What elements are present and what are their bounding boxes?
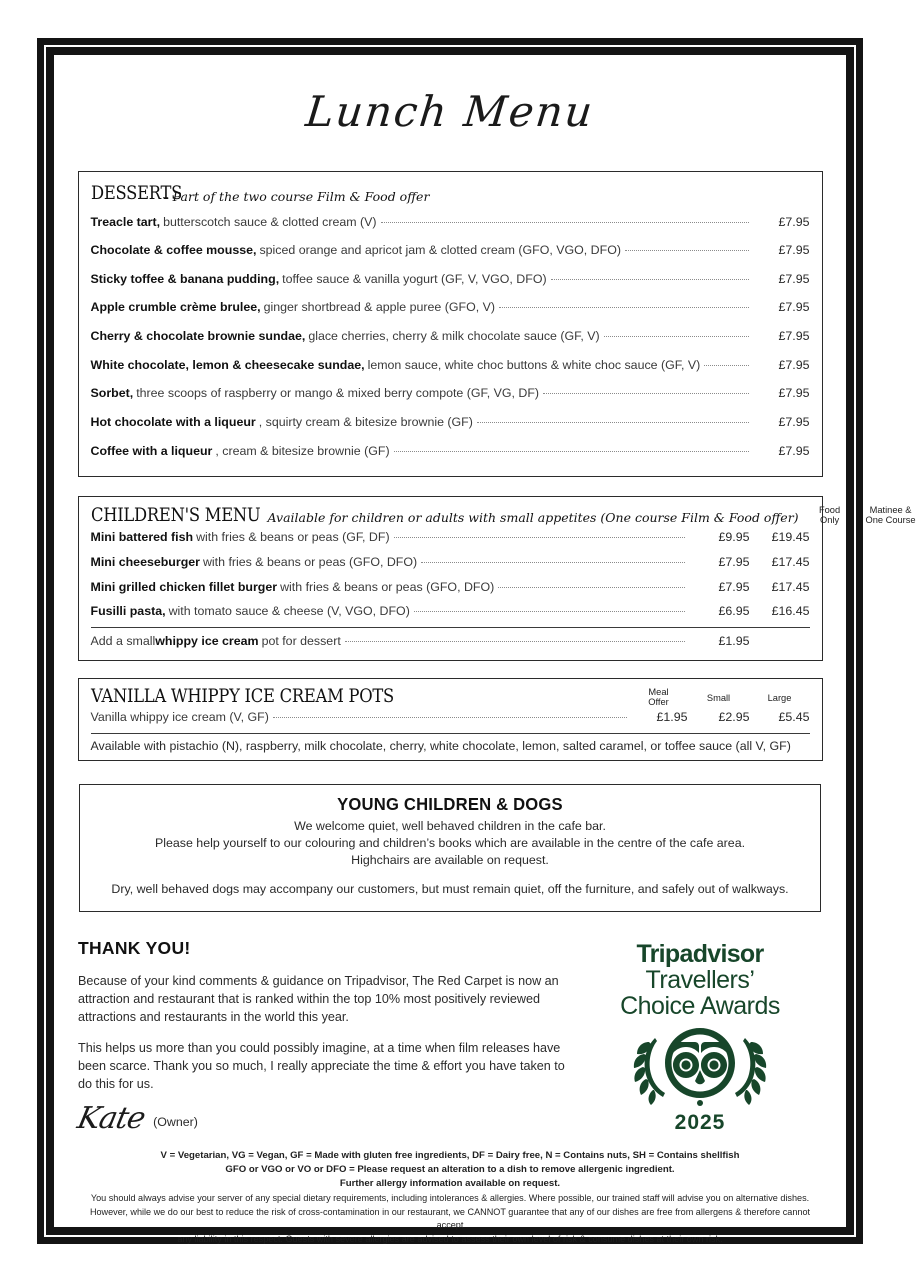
- menu-item-row: [91, 208, 810, 237]
- menu-item-row: [91, 265, 810, 294]
- menu-item-description: , squirty cream & bitesize brownie (GF): [258, 414, 473, 429]
- column-header-food-only-line1: Food: [818, 504, 841, 515]
- icecream-column-headers: [630, 687, 810, 708]
- page-title: Lunch Menu: [303, 87, 597, 136]
- thank-you-paragraph-1: Because of your kind comments & guidance on Tripadvisor, The Red Carpet is now an attraction and restaurant that is ranked within the top 10% most positively reviewed attractions and restaurants in the world this year.: [78, 973, 559, 1024]
- menu-item-price: £7.95: [778, 357, 810, 372]
- dot-leader: [273, 717, 627, 718]
- menu-item-price: £7.95: [778, 386, 810, 401]
- menu-item-price: £7.95: [778, 271, 810, 286]
- menu-item-row: [91, 380, 810, 409]
- menu-item-name: Apple crumble crème brulee,: [90, 300, 261, 315]
- column-header-food-only-line2: Only: [819, 515, 840, 526]
- menu-item-description: butterscotch sauce & clotted cream (V): [163, 214, 377, 229]
- menu-item-description: , cream & bitesize brownie (GF): [215, 443, 390, 458]
- menu-item-price-matinee: £19.45: [771, 530, 810, 545]
- owner-signature: Kate: [74, 1101, 148, 1137]
- menu-item-description: with fries & beans or peas (GFO, DFO): [202, 554, 418, 569]
- icecream-price-small: £2.95: [718, 710, 750, 725]
- menu-item-price: £7.95: [778, 300, 810, 315]
- menu-item-name: Mini cheeseburger: [90, 554, 200, 569]
- menu-frame: [37, 38, 916, 1245]
- signature-row: [74, 1101, 578, 1137]
- menu-item-row: [91, 575, 810, 600]
- addon-text-post: pot for dessert: [261, 634, 341, 649]
- footer-note-line-1: You should always advise your server of any special dietary requirements, including intolerances & allergies. Where possible, our trained staff will advise you on alternative dishes.: [90, 1192, 810, 1203]
- tripadvisor-wordmark: [620, 939, 780, 1021]
- young-children-dogs-section: [79, 784, 821, 911]
- menu-item-name: Sorbet,: [90, 386, 134, 401]
- menu-item-description: toffee sauce & vanilla yogurt (GF, V, VGO, DFO): [282, 271, 547, 286]
- menu-item-name: Treacle tart,: [90, 214, 161, 229]
- menu-item-description: glace cherries, cherry & milk chocolate sauce (GF, V): [308, 329, 600, 344]
- young-children-line-3: Highchairs are available on request.: [351, 853, 549, 868]
- menu-item-description: three scoops of raspberry or mango & mixed berry compote (GF, VG, DF): [136, 386, 540, 401]
- owner-role-label: (Owner): [153, 1114, 198, 1129]
- menu-item-row: [91, 437, 810, 466]
- menu-item-price-matinee: £17.45: [771, 579, 810, 594]
- allergy-footer: [54, 1149, 846, 1247]
- young-children-heading: YOUNG CHILDREN & DOGS: [337, 794, 563, 815]
- childrens-heading-row: [90, 503, 916, 526]
- column-header-meal-offer-line1: Meal: [648, 686, 669, 697]
- menu-item-row: [91, 294, 810, 323]
- menu-item-name: Coffee with a liqueur: [90, 443, 213, 458]
- menu-item-description: with fries & beans or peas (GFO, DFO): [280, 579, 495, 594]
- dot-leader: [704, 365, 748, 366]
- childrens-list: [91, 526, 810, 655]
- tripadvisor-award-year: 2025: [674, 1110, 726, 1134]
- desserts-heading-row: [91, 182, 810, 204]
- column-header-matinee-line2: One Course: [865, 515, 916, 526]
- tripadvisor-line-2: Travellers’: [645, 966, 755, 995]
- menu-item-description: with tomato sauce & cheese (V, VGO, DFO): [168, 604, 410, 619]
- addon-text-pre: Add a small: [90, 634, 156, 649]
- column-header-large: Large: [767, 692, 792, 703]
- menu-item-description: lemon sauce, white choc buttons & white choc sauce (GF, V): [367, 357, 701, 372]
- young-children-line-1: We welcome quiet, well behaved children in the cafe bar.: [294, 819, 606, 834]
- menu-item-name: Chocolate & coffee mousse,: [90, 243, 257, 258]
- icecream-row: [91, 707, 810, 729]
- menu-item-price: £7.95: [778, 329, 810, 344]
- footer-note-line-2: However, while we do our best to reduce the risk of cross-contamination in our restaurant, we CANNOT guarantee that any of our dishes are free from allergens & therefore cannot accept: [89, 1206, 811, 1231]
- thank-you-heading: THANK YOU!: [78, 937, 191, 958]
- footer-further-info-line: Further allergy information available on request.: [339, 1178, 561, 1190]
- menu-item-price-matinee: £16.45: [771, 604, 810, 619]
- addon-text-bold: whippy ice cream: [155, 634, 259, 649]
- desserts-section: [78, 171, 823, 477]
- menu-item-row: [91, 323, 810, 352]
- menu-item-price-matinee: £17.45: [771, 554, 810, 569]
- dogs-policy-line: Dry, well behaved dogs may accompany our customers, but must remain quiet, off the furniture, and safely out of walkways.: [111, 882, 789, 897]
- column-header-matinee-line1: Matinee &: [869, 504, 912, 515]
- menu-item-name: Sticky toffee & banana pudding,: [90, 271, 280, 286]
- menu-item-row: [91, 550, 810, 575]
- menu-item-price-food-only: £7.95: [718, 554, 750, 569]
- dot-leader: [499, 307, 748, 308]
- childrens-subtitle: Available for children or adults with small appetites (One course Film & Food offer): [267, 509, 799, 525]
- dot-leader: [625, 250, 749, 251]
- dot-leader: [394, 451, 749, 452]
- dot-leader: [394, 537, 685, 538]
- childrens-menu-section: [78, 496, 916, 662]
- column-header-small: Small: [706, 692, 731, 703]
- addon-price: £1.95: [718, 634, 750, 649]
- dot-leader: [421, 562, 684, 563]
- frame-white-inlay: [44, 45, 916, 1245]
- menu-item-name: Fusilli pasta,: [90, 604, 166, 619]
- menu-item-row: [91, 237, 810, 266]
- thank-you-section: [54, 938, 846, 1135]
- menu-title-area: [54, 55, 846, 136]
- menu-item-name: Mini battered fish: [90, 530, 194, 545]
- menu-item-price-food-only: £6.95: [718, 604, 750, 619]
- menu-item-name: Cherry & chocolate brownie sundae,: [90, 329, 306, 344]
- dot-leader: [477, 422, 749, 423]
- dot-leader: [498, 587, 684, 588]
- desserts-list: [91, 208, 810, 466]
- menu-page: [54, 55, 916, 1245]
- footer-gfo-line: GFO or VGO or VO or DFO = Please request an alteration to a dish to remove allergenic ingredient.: [225, 1163, 675, 1175]
- icecream-section: [78, 678, 823, 761]
- menu-item-price: £7.95: [778, 243, 810, 258]
- tripadvisor-line-1: Tripadvisor: [636, 939, 764, 968]
- menu-item-price-food-only: £7.95: [718, 579, 750, 594]
- childrens-column-headers: [799, 505, 921, 526]
- tripadvisor-line-3: Choice Awards: [620, 992, 780, 1021]
- desserts-heading: DESSERTS: [90, 182, 182, 204]
- tripadvisor-award-badge: [578, 938, 822, 1135]
- menu-item-price-food-only: £9.95: [718, 530, 750, 545]
- menu-item-name: Hot chocolate with a liqueur: [90, 414, 256, 429]
- menu-item-row: [91, 600, 810, 625]
- menu-item-price: £7.95: [778, 414, 810, 429]
- menu-item-row: [91, 351, 810, 380]
- icecream-item-name: Vanilla whippy ice cream (V, GF): [90, 710, 269, 725]
- dot-leader: [345, 641, 685, 642]
- column-header-matinee: [861, 505, 921, 526]
- thank-you-text-column: [74, 937, 578, 1137]
- menu-item-row: [91, 526, 810, 551]
- menu-item-description: with fries & beans or peas (GF, DF): [196, 530, 390, 545]
- footer-key-line: V = Vegetarian, VG = Vegan, GF = Made with gluten free ingredients, DF = Dairy free, N = Contains nuts, SH = Contains shellfish: [160, 1149, 740, 1161]
- column-header-meal-offer-line2: Offer: [648, 697, 669, 708]
- spacer: [92, 869, 808, 881]
- dot-leader: [604, 336, 749, 337]
- childrens-heading: CHILDREN'S MENU: [90, 503, 260, 526]
- young-children-line-2: Please help yourself to our colouring and children’s books which are available in the centre of the cafe area.: [154, 836, 746, 851]
- menu-item-row: [91, 408, 810, 437]
- menu-addon-row: [91, 627, 810, 654]
- column-header-meal-offer: [630, 687, 688, 708]
- menu-item-name: Mini grilled chicken fillet burger: [90, 579, 278, 594]
- dot-leader: [551, 279, 749, 280]
- icecream-price-large: £5.45: [778, 710, 810, 725]
- frame-inner-border: [46, 47, 916, 1245]
- icecream-heading: VANILLA WHIPPY ICE CREAM POTS: [90, 685, 394, 708]
- column-header-food-only: [799, 505, 861, 526]
- dot-leader: [414, 611, 685, 612]
- footer-note-line-3: any liability in this respect. Guests with severe allergies are advised to assess their own level of risk & consume dishes at their own risk.: [177, 1234, 723, 1245]
- icecream-heading-row: [91, 685, 810, 707]
- childrens-heading-group: [91, 504, 799, 526]
- menu-item-description: ginger shortbread & apple puree (GFO, V): [263, 300, 496, 315]
- menu-item-price: £7.95: [778, 214, 810, 229]
- icecream-flavour-note: Available with pistachio (N), raspberry, milk chocolate, cherry, white chocolate, lemon, salted caramel, or toffee sauce (all V, GF): [91, 733, 810, 754]
- menu-item-price: £7.95: [778, 443, 810, 458]
- menu-item-name: White chocolate, lemon & cheesecake sundae,: [90, 357, 365, 372]
- icecream-price-meal-offer: £1.95: [656, 710, 688, 725]
- desserts-subtitle: – Part of the two course Film & Food offer: [162, 189, 430, 204]
- dot-leader: [381, 222, 749, 223]
- thank-you-paragraph-2: This helps us more than you could possibly imagine, at a time when film releases have been scarce. Thank you so much, I really appreciate the time & effort you have taken to do this for us.: [78, 1040, 565, 1092]
- tripadvisor-owl-laurel-icon: [625, 1024, 775, 1115]
- dot-leader: [543, 393, 748, 394]
- menu-item-description: spiced orange and apricot jam & clotted cream (GFO, VGO, DFO): [259, 243, 621, 258]
